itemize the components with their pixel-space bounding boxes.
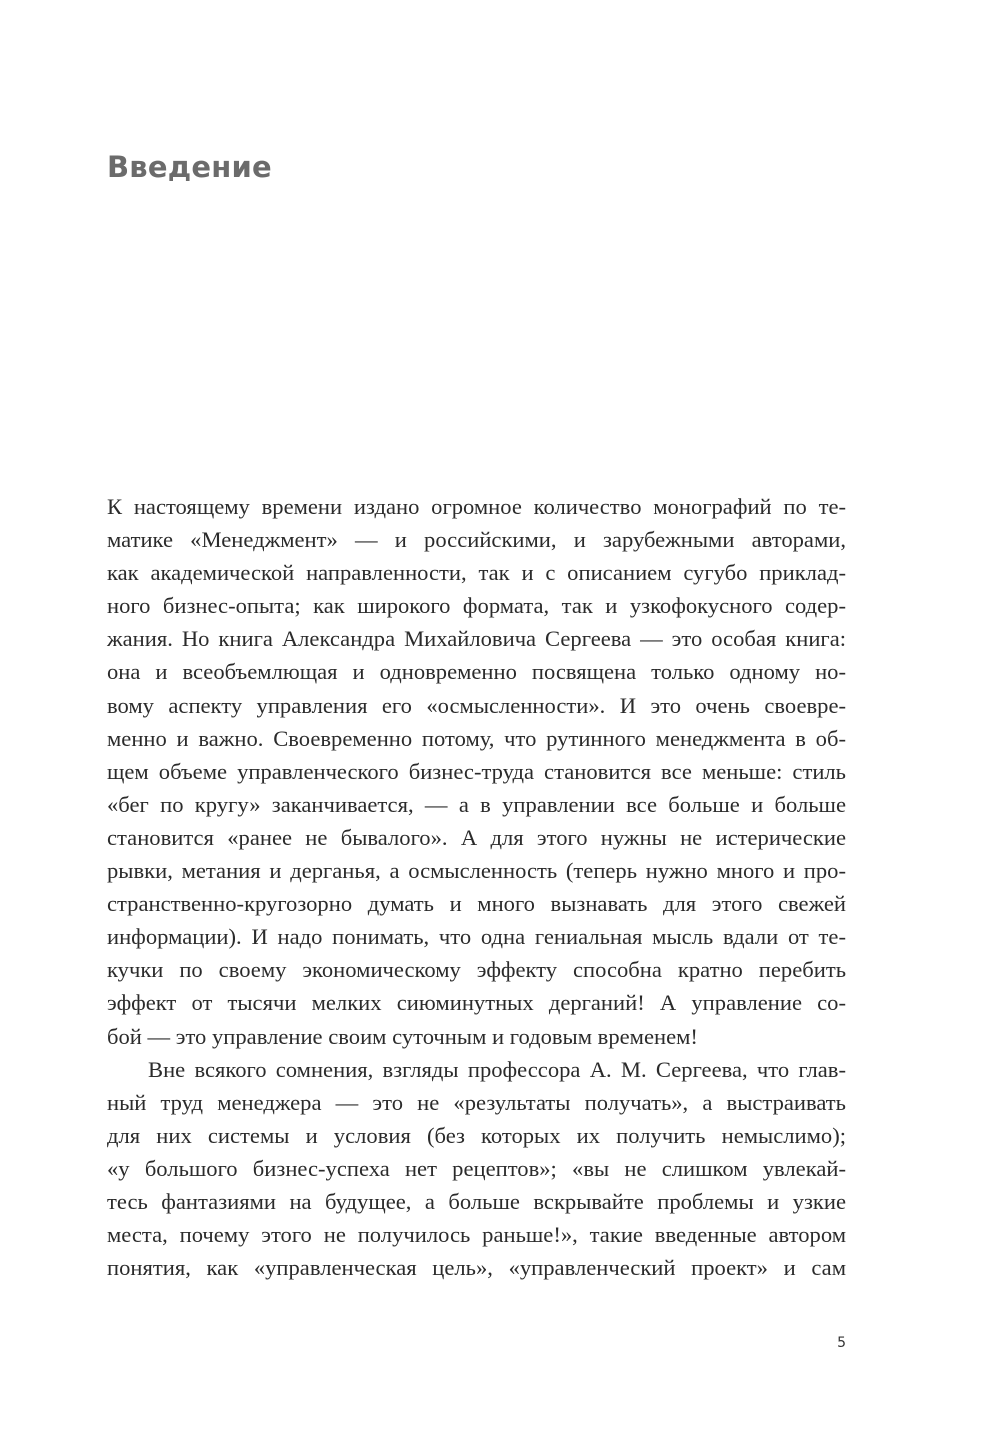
paragraph-1-line: вому аспекту управления его «осмысленности». И это очень своевре- [107,692,846,718]
paragraph-1-line: информации). И надо понимать, что одна гениальная мысль вдали от те- [107,924,846,950]
paragraph-1-line: матике «Менеджмент» — и российскими, и зарубежными авторами, [107,527,846,553]
paragraph-2-line: понятия, как «управленческая цель», «управленческий проект» и сам [107,1255,846,1281]
page-number: 5 [837,1335,846,1351]
paragraph-2-line: ный труд менеджера — это не «результаты получать», а выстраивать [107,1089,846,1115]
paragraph-1-line: «бег по кругу» заканчивается, — а в управлении все больше и больше [107,791,846,817]
paragraph-2-line: места, почему этого не получилось раньше!», такие введенные автором [107,1222,846,1248]
paragraph-1-line: менно и важно. Своевременно потому, что рутинного менеджмента в об- [107,725,846,751]
paragraph-2-line: «у большого бизнес-успеха нет рецептов»; «вы не слишком увлекай- [107,1155,846,1181]
paragraph-1-line: щем объеме управленческого бизнес-труда становится все меньше: стиль [107,758,846,784]
paragraph-1-line: К настоящему времени издано огромное количество монографий по те- [107,494,846,519]
paragraph-1-line: как академической направленности, так и с описанием сугубо приклад- [107,560,846,586]
body-text [107,490,846,1284]
paragraph-1-line: становится «ранее не бывалого». А для этого нужны не истерические [107,824,846,850]
paragraph-1-line: эффект от тысячи мелких сиюминутных дерганий! А управление со- [107,990,846,1016]
paragraph-1-line: она и всеобъемлющая и одновременно посвящена только одному но- [107,659,846,685]
chapter-title: Введение [107,150,272,184]
paragraph-1-line: рывки, метания и дерганья, а осмысленность (теперь нужно много и про- [107,858,846,884]
paragraph-1-line: кучки по своему экономическому эффекту способна кратно перебить [107,957,846,983]
paragraph-2-line: Вне всякого сомнения, взгляды профессора А. М. Сергеева, что глав- [148,1056,846,1082]
paragraph-2-line: для них системы и условия (без которых их получить немыслимо); [107,1122,846,1148]
paragraph-1-line: ного бизнес-опыта; как широкого формата, так и узкофокусного содер- [107,593,846,619]
paragraph-1-line: бой — это управление своим суточным и годовым временем! [107,1023,698,1049]
paragraph-1-line: жания. Но книга Александра Михайловича Сергеева — это особая книга: [107,626,846,652]
paragraph-1-line: странственно-кругозорно думать и много вызнавать для этого свежей [107,891,846,917]
paragraph-2-line: тесь фантазиями на будущее, а больше вскрывайте проблемы и узкие [107,1188,846,1214]
